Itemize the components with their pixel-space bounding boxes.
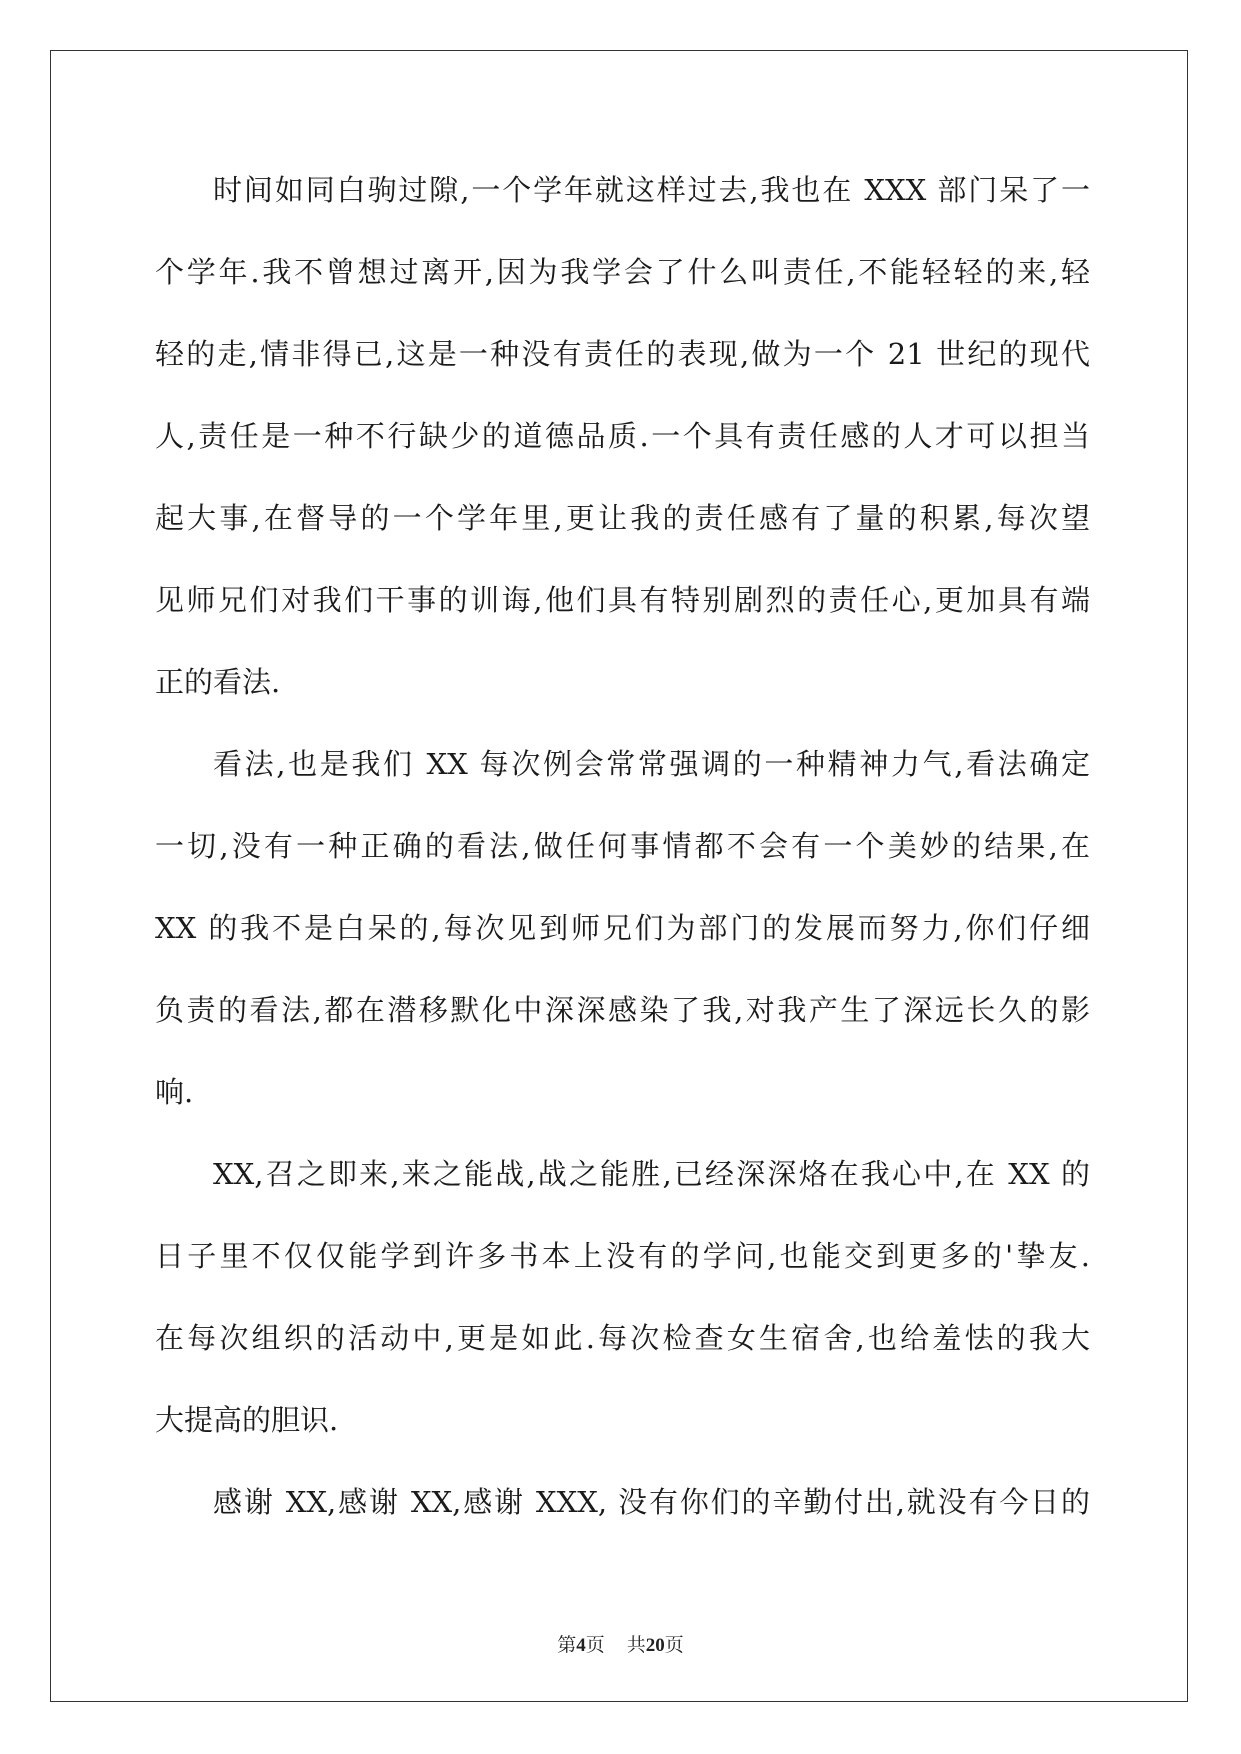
- page-footer: [0, 1630, 1241, 1657]
- page-prefix: 第: [557, 1635, 577, 1656]
- text-line: 一切,没有一种正确的看法,做任何事情都不会有一个美妙的结果,在: [155, 829, 1090, 863]
- text-line: 个学年.我不曾想过离开,因为我学会了什么叫责任,不能轻轻的来,轻: [155, 255, 1090, 289]
- total-prefix: 共: [626, 1635, 646, 1656]
- text-line: XX 的我不是白呆的,每次见到师兄们为部门的发展而努力,你们仔细: [155, 911, 1090, 945]
- page-suffix: 页: [585, 1635, 605, 1656]
- document-body: [155, 157, 1090, 1551]
- total-pages: 20: [645, 1635, 665, 1656]
- text-line: 时间如同白驹过隙,一个学年就这样过去,我也在 XXX 部门呆了一: [213, 173, 1090, 207]
- text-line: 人,责任是一种不行缺少的道德品质.一个具有责任感的人才可以担当: [155, 419, 1090, 453]
- text-line: 大提高的胆识.: [155, 1403, 339, 1437]
- text-line: XX,召之即来,来之能战,战之能胜,已经深深烙在我心中,在 XX 的: [213, 1157, 1090, 1191]
- text-line: 负责的看法,都在潜移默化中深深感染了我,对我产生了深远长久的影: [155, 993, 1090, 1027]
- total-suffix: 页: [664, 1635, 684, 1656]
- page-number: 4: [576, 1635, 586, 1656]
- text-line: 在每次组织的活动中,更是如此.每次检查女生宿舍,也给羞怯的我大: [155, 1321, 1090, 1355]
- text-line: 看法,也是我们 XX 每次例会常常强调的一种精神力气,看法确定: [213, 747, 1090, 781]
- text-line: 起大事,在督导的一个学年里,更让我的责任感有了量的积累,每次望: [155, 501, 1090, 535]
- text-line: 轻的走,情非得已,这是一种没有责任的表现,做为一个 21 世纪的现代: [155, 337, 1090, 371]
- text-line: 感谢 XX,感谢 XX,感谢 XXX, 没有你们的辛勤付出,就没有今日的: [213, 1485, 1090, 1519]
- text-line: 正的看法.: [155, 665, 281, 699]
- text-line: 响.: [155, 1075, 194, 1109]
- text-line: 见师兄们对我们干事的训诲,他们具有特别剧烈的责任心,更加具有端: [155, 583, 1090, 617]
- text-line: 日子里不仅仅能学到许多书本上没有的学问,也能交到更多的'挚友.: [155, 1239, 1090, 1273]
